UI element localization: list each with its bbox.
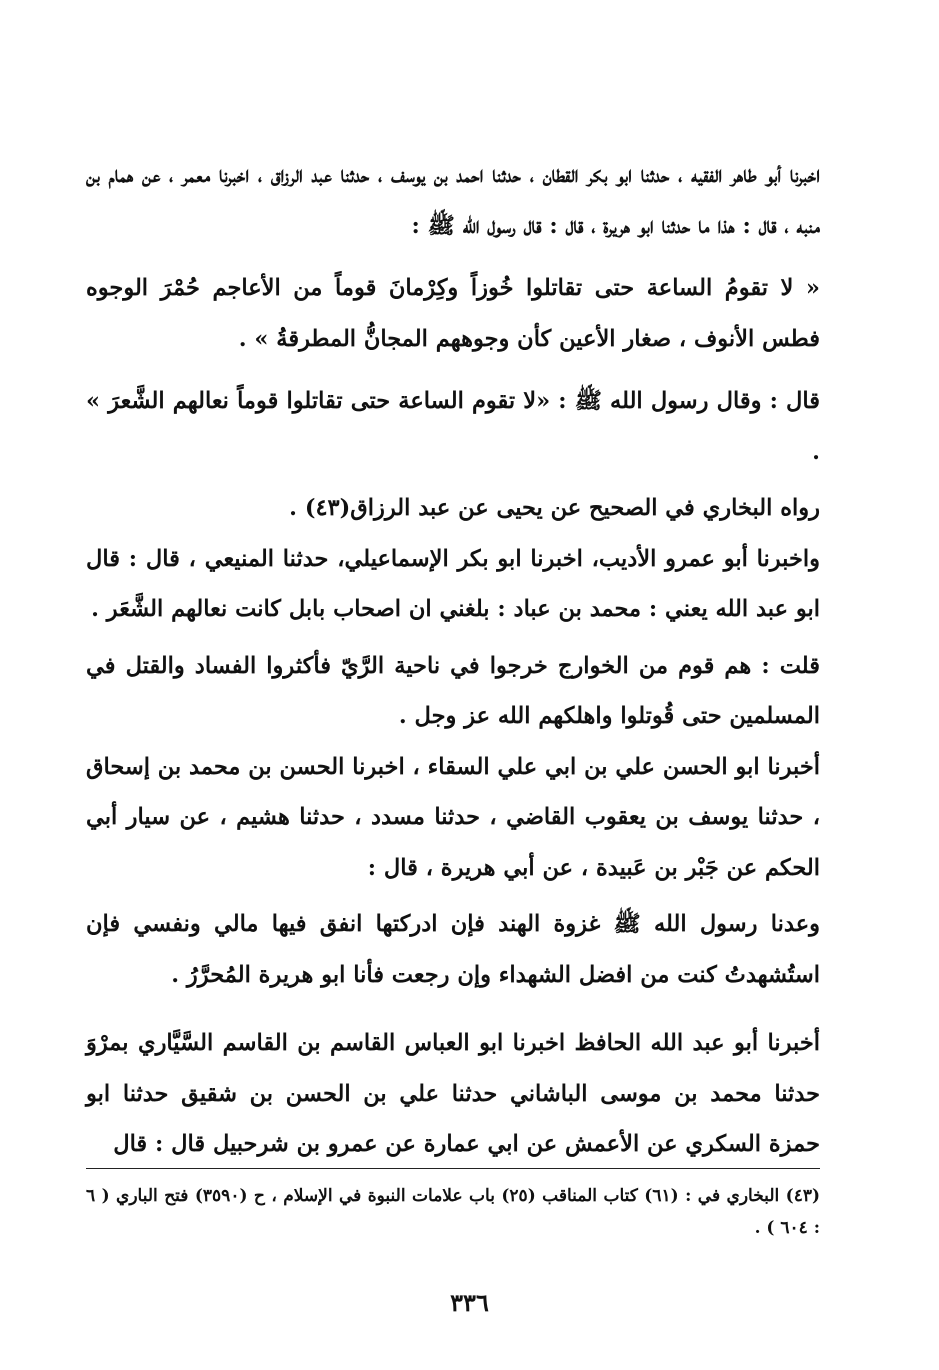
paragraph-hadith-3: وعدنا رسول الله ﷺ غزوة الهند فإن ادركتها انفق فيها مالي ونفسي فإن استُشهدتُ كنت من افضل الشهداء وإن رجعت فأنا ابو هريرة المُحرَّرُ . [86, 911, 820, 988]
paragraph-isnad-4: أخبرنا أبو عبد الله الحافظ اخبرنا ابو العباس القاسم بن القاسم السَّيَّاري بمرْوَ حدثنا محمد بن موسى الباشاني حدثنا علي بن الحسن بن شقيق حدثنا ابو حمزة السكري عن الأعمش عن ابي عمارة عن عمرو بن شرحبيل قال : قال [86, 1030, 820, 1157]
paragraph-hadith-2: قال : وقال رسول الله ﷺ : «لا تقوم الساعة حتى تقاتلوا قوماً نعالهم الشَّعرَ » . [86, 388, 820, 465]
page-number: ٣٣٦ [450, 1288, 489, 1317]
paragraph-citation: رواه البخاري في الصحيح عن يحيى عن عبد الرزاق(٤٣) . [289, 495, 820, 521]
footnote-43: (٤٣) البخاري في : (٦١) كتاب المناقب (٢٥) باب علامات النبوة في الإسلام ، ح (٣٥٩٠) فتح الباري ( ٦ : ٦٠٤ ) . [86, 1186, 821, 1238]
footnote-divider [86, 1168, 820, 1169]
main-text [86, 150, 820, 1170]
paragraph-isnad-1: اخبرنا أبو طاهر الفقيه ، حدثنا ابو بكر القطان ، حدثنا احمد بن يوسف ، حدثنا عبد الرزاق ، اخبرنا معمر ، عن همام بن منبه ، قال : هذا ما حدثنا ابو هريرة ، قال : قال رسول الله ﷺ : [86, 162, 820, 239]
paragraph-commentary: قلت : هم قوم من الخوارج خرجوا في ناحية الرَّيّ فأكثروا الفساد والقتل في المسلمين حتى قُوتلوا واهلكهم الله عز وجل . [86, 652, 820, 729]
paragraph-hadith-1: « لا تقومُ الساعة حتى تقاتلوا خُوزاً وكِرْمانَ قوماً من الأعاجم حُمْرَ الوجوه فطس الأنوف ، صغار الأعين كأن وجوههم المجانُّ المطرقةُ » . [86, 275, 820, 352]
paragraph-isnad-3: أخبرنا ابو الحسن علي بن ابي علي السقاء ، اخبرنا الحسن بن محمد بن إسحاق ، حدثنا يوسف بن يعقوب القاضي ، حدثنا مسدد ، حدثنا هشيم ، عن سيار أبي الحكم عن جَبْر بن عَبيدة ، عن أبي هريرة ، قال : [86, 753, 820, 881]
paragraph-isnad-2: واخبرنا أبو عمرو الأديب، اخبرنا ابو بكر الإسماعيلي، حدثنا المنيعي ، قال : قال ابو عبد الله يعني : محمد بن عباد : بلغني ان اصحاب بابل كانت نعالهم الشَّعَر . [86, 545, 820, 622]
